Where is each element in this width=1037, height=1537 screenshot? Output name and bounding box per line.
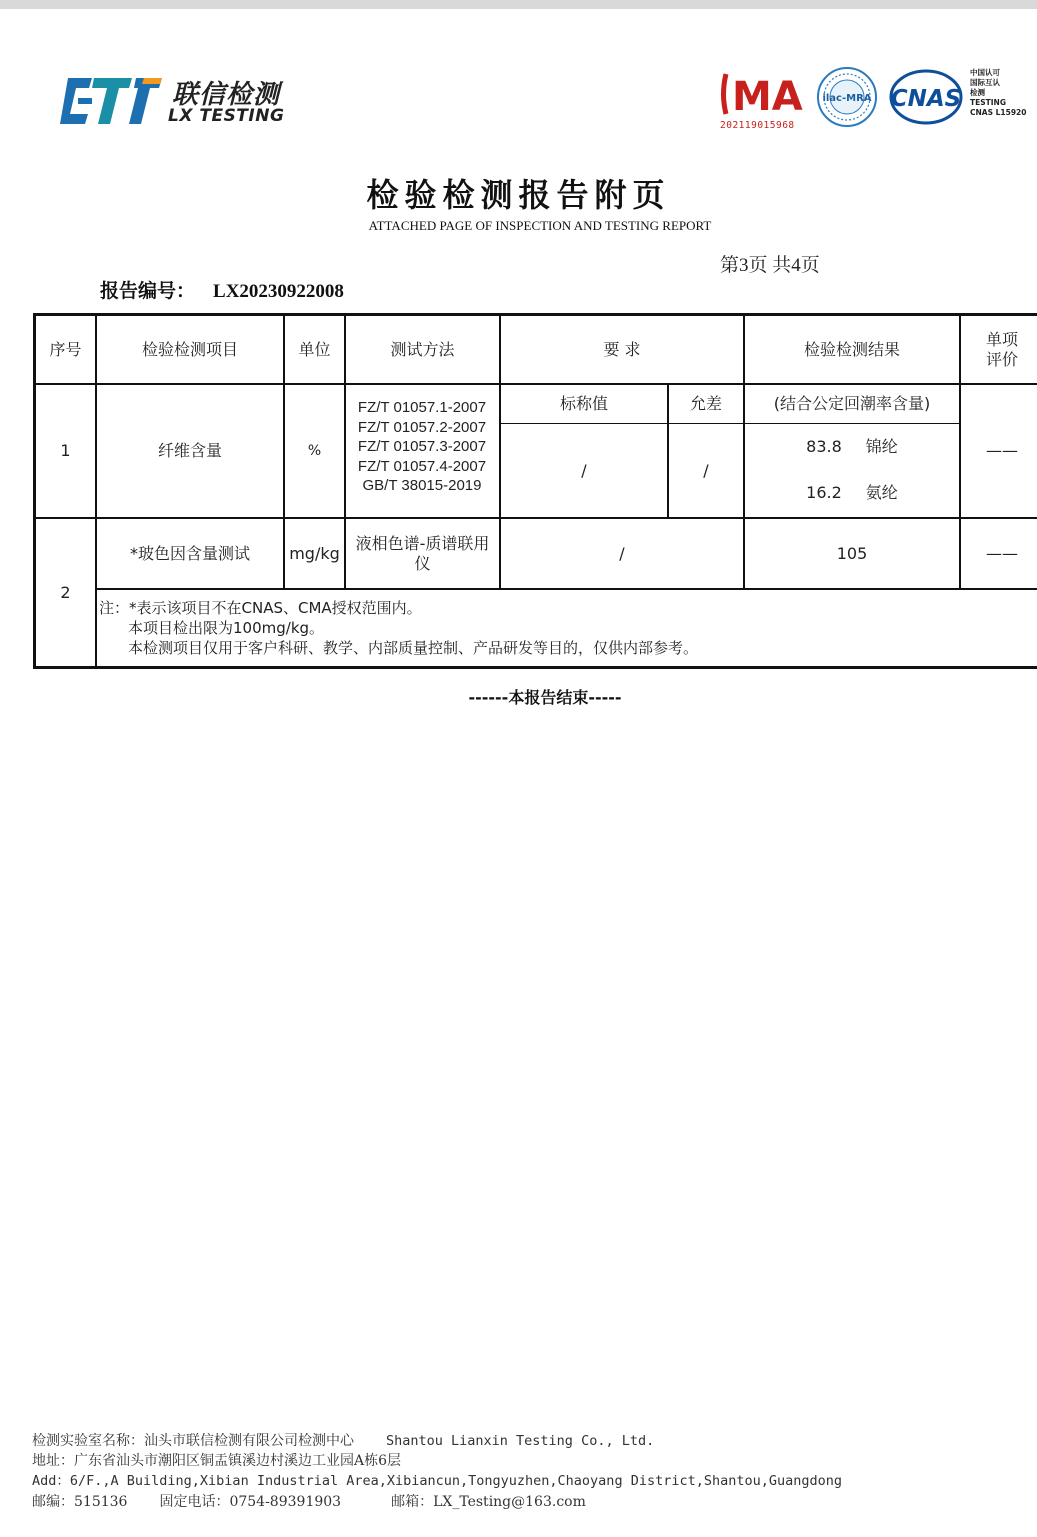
note-line: 本项目检出限为100mg/kg。 [128, 619, 325, 637]
row1-unit: % [307, 443, 322, 459]
cnas-line: 检测 [970, 88, 985, 97]
report-number [100, 276, 344, 303]
row2-requirement: / [619, 543, 625, 563]
report-number-value: LX20230922008 [213, 281, 344, 302]
result-fiber: 锦纶 [865, 437, 898, 456]
cma-text: MA [732, 74, 803, 120]
cma-number: 202119015968 [720, 120, 795, 131]
result-fiber: 氨纶 [865, 483, 898, 502]
footer-phone: 固定电话：0754-89391903 [159, 1493, 342, 1510]
row2-unit: mg/kg [289, 543, 340, 563]
footer-contact-line [32, 1492, 842, 1512]
footer-lab-line [32, 1431, 842, 1451]
cnas-line: TESTING [970, 98, 1006, 107]
table-notes [99, 598, 698, 658]
method-standard: FZ/T 01057.2-2007 [357, 418, 487, 436]
subheader-nominal: 标称值 [559, 394, 608, 413]
cnas-accreditation-text [970, 68, 1026, 118]
row2-item: *玻色因含量测试 [129, 543, 250, 563]
logo-cn-text: 联信检测 [172, 80, 281, 110]
footer-lab-name: 检测实验室名称：汕头市联信检测有限公司检测中心 [32, 1433, 354, 1449]
result-value: 83.8 [806, 437, 842, 456]
footer-lab-name-en: Shantou Lianxin Testing Co., Ltd. [386, 1433, 655, 1449]
row2-result: 105 [836, 543, 868, 563]
row1-methods [346, 398, 498, 496]
page-footer [32, 1431, 842, 1512]
note-line: 本检测项目仅用于客户科研、教学、内部质量控制、产品研发等目的，仅供内部参考。 [128, 639, 699, 657]
cma-mark-icon [718, 68, 810, 131]
report-subtitle: ATTACHED PAGE OF INSPECTION AND TESTING REPORT [368, 218, 712, 233]
cnas-mark-icon [888, 68, 964, 126]
method-standard: FZ/T 01057.3-2007 [357, 438, 487, 456]
header-unit: 单位 [298, 339, 331, 359]
page-info: 第3页 共4页 [720, 255, 820, 276]
footer-address-en: Add：6/F.,A Building,Xibian Industrial Area,Xibiancun,Tongyuzhen,Chaoyang District,Shantou,Guangdong [32, 1473, 843, 1490]
subheader-tolerance: 允差 [689, 394, 722, 413]
cnas-line: CNAS L15920 [970, 108, 1027, 117]
method-standard: FZ/T 01057.1-2007 [357, 399, 487, 416]
cnas-line: 中国认可 [970, 68, 1000, 77]
certification-marks [718, 64, 1033, 134]
method-standard: GB/T 38015-2019 [362, 477, 482, 495]
subheader-result-note: (结合公定回潮率含量) [773, 394, 931, 413]
header-seq: 序号 [49, 339, 82, 359]
lti-logo-icon [58, 74, 164, 126]
method-standard: FZ/T 01057.4-2007 [357, 457, 487, 475]
report-end-marker: ------本报告结束----- [468, 688, 622, 707]
cnas-line: 国际互认 [970, 78, 1000, 87]
row2-method: 液相色谱-质谱联用仪 [355, 533, 490, 573]
result-value: 16.2 [806, 483, 842, 502]
row1-seq: 1 [60, 441, 71, 460]
header-evaluation [961, 316, 1037, 383]
ilac-mra-icon [816, 66, 878, 128]
footer-address-cn: 地址：广东省汕头市潮阳区铜盂镇溪边村溪边工业园A栋6层 [32, 1453, 402, 1470]
header-result: 检验检测结果 [803, 339, 900, 359]
header-item: 检验检测项目 [141, 339, 238, 359]
header-evaluation-line2: 评价 [985, 349, 1018, 369]
footer-email: 邮箱：LX_Testing@163.com [391, 1493, 586, 1510]
row1-tolerance: / [703, 460, 709, 480]
top-edge-bar [0, 0, 1037, 9]
row1-item: 纤维含量 [157, 441, 222, 460]
row2-seq: 2 [60, 582, 71, 602]
row1-evaluation: —— [986, 441, 1018, 460]
footer-postcode: 邮编：515136 [32, 1493, 128, 1510]
row1-nominal: / [581, 460, 587, 480]
header-evaluation-line1: 单项 [985, 329, 1018, 349]
report-title: 检验检测报告附页 [366, 176, 671, 214]
header-requirement: 要 求 [603, 339, 641, 359]
company-logo [58, 72, 298, 132]
row1-result-2 [745, 480, 959, 506]
ilac-text: ilac-MRA [822, 93, 872, 104]
row2-evaluation: —— [986, 543, 1018, 563]
cnas-text: CNAS [890, 86, 962, 112]
row1-result-1 [745, 434, 959, 460]
note-line: 注：*表示该项目不在CNAS、CMA授权范围内。 [99, 599, 422, 617]
logo-en-text: LX TESTING [168, 106, 285, 126]
header-method: 测试方法 [390, 339, 455, 359]
report-number-label: 报告编号： [100, 280, 196, 302]
